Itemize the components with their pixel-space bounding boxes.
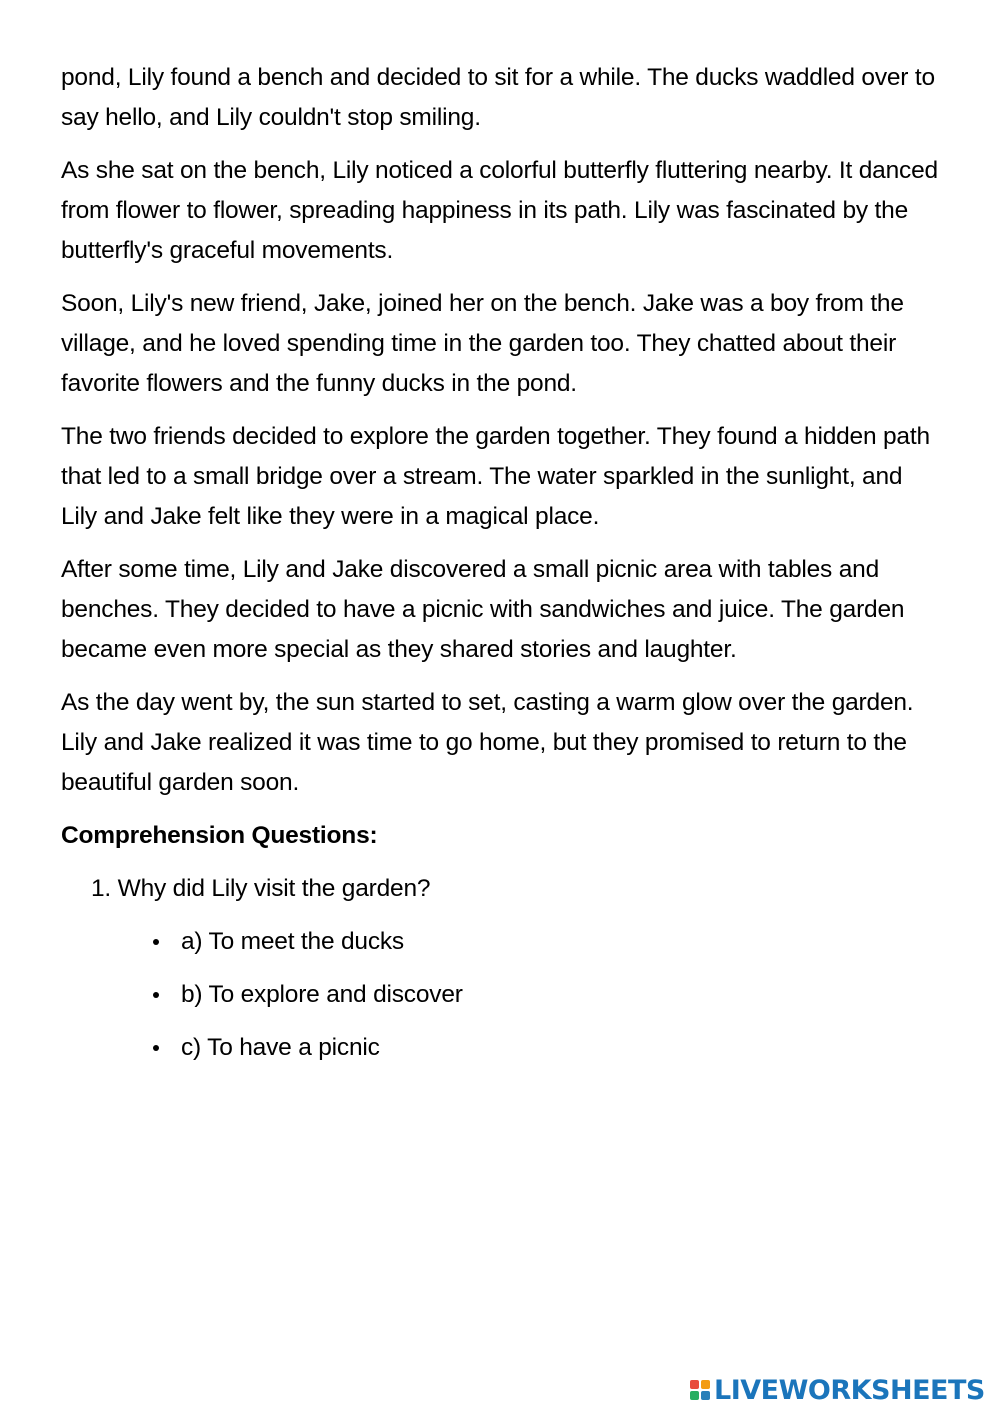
question-text: 1. Why did Lily visit the garden? — [91, 875, 431, 902]
answer-option-b — [181, 975, 941, 1015]
answer-option-label: a) To meet the ducks — [181, 928, 404, 955]
logo-wordmark: LIVEWORKSHEETS — [714, 1374, 985, 1406]
story-paragraph: As she sat on the bench, Lily noticed a colorful butterfly fluttering nearby. It danced from flower to flower, spreading happiness in its path. Lily was fascinated by the butterfly's graceful movements. — [61, 157, 938, 264]
bullet-icon — [153, 939, 159, 945]
answer-option-label: c) To have a picnic — [181, 1034, 380, 1061]
liveworksheets-logo-icon — [690, 1380, 710, 1400]
story-paragraph: As the day went by, the sun started to set, casting a warm glow over the garden. Lily and Jake realized it was time to go home, but they promised to return to the beautiful garden soon. — [61, 689, 914, 796]
comprehension-heading: Comprehension Questions: — [61, 822, 378, 849]
bullet-icon — [153, 1045, 159, 1051]
logo-square — [701, 1391, 710, 1400]
story-paragraph: The two friends decided to explore the garden together. They found a hidden path that led to a small bridge over a stream. The water sparkled in the sunlight, and Lily and Jake felt like they were in a magical place. — [61, 423, 930, 530]
answer-option-c — [181, 1028, 941, 1068]
question-block — [61, 869, 941, 1068]
logo-square — [690, 1391, 699, 1400]
answer-option-a — [181, 922, 941, 962]
logo-square — [701, 1380, 710, 1389]
liveworksheets-logo — [690, 1372, 985, 1408]
story-paragraph: After some time, Lily and Jake discovered a small picnic area with tables and benches. They decided to have a picnic with sandwiches and juice. The garden became even more special as they shared stories and laughter. — [61, 556, 905, 663]
answer-option-label: b) To explore and discover — [181, 981, 463, 1008]
story-paragraph: Soon, Lily's new friend, Jake, joined her on the bench. Jake was a boy from the village, and he loved spending time in the garden too. They chatted about their favorite flowers and the funny ducks in the pond. — [61, 290, 904, 397]
story-paragraph: pond, Lily found a bench and decided to sit for a while. The ducks waddled over to say hello, and Lily couldn't stop smiling. — [61, 64, 935, 131]
bullet-icon — [153, 992, 159, 998]
worksheet-body — [61, 58, 941, 1081]
answer-options — [61, 922, 941, 1068]
logo-square — [690, 1380, 699, 1389]
